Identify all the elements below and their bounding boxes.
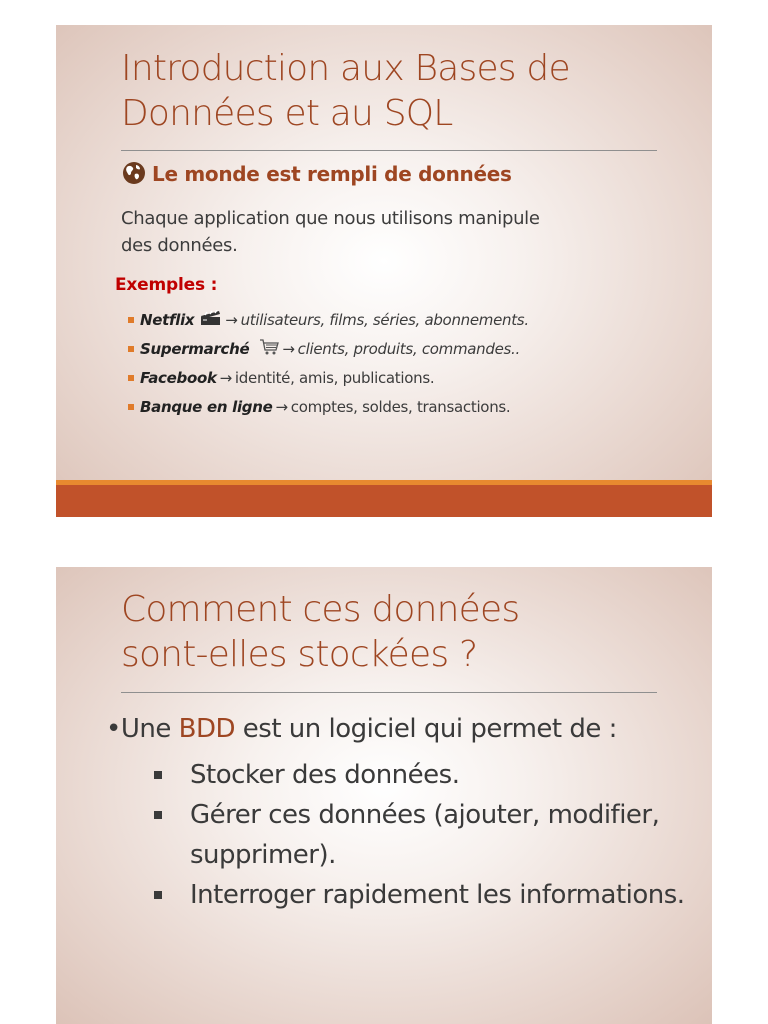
title-divider xyxy=(121,150,657,151)
bullet-square xyxy=(154,891,162,899)
slide-2-title-line2: sont-elles stockées ? xyxy=(121,634,478,675)
slide-1-title xyxy=(121,46,570,136)
slide-2-title-line1: Comment ces données xyxy=(121,589,520,630)
bullet-square xyxy=(128,317,134,323)
list-item-text: Gérer ces données (ajouter, modifier, supprimer). xyxy=(190,800,660,870)
examples-list xyxy=(128,305,529,421)
example-name: Banque en ligne xyxy=(140,397,273,416)
arrow: → xyxy=(219,368,232,387)
slide-1-subheading-text: Le monde est rempli de données xyxy=(152,162,512,186)
example-detail: identité, amis, publications. xyxy=(234,368,435,387)
list-item xyxy=(154,795,694,875)
bullet-square xyxy=(154,771,162,779)
intro-line2: des données. xyxy=(121,235,238,256)
slide-1-title-line1: Introduction aux Bases de xyxy=(121,48,570,89)
list-item xyxy=(154,875,694,915)
bullet-square xyxy=(128,346,134,352)
example-netflix xyxy=(128,305,529,334)
example-name: Netflix xyxy=(140,310,195,329)
slide-1-intro xyxy=(121,205,641,259)
slide-2-title xyxy=(121,587,519,677)
slide-2 xyxy=(56,567,712,1024)
intro-line1: Chaque application que nous utilisons manipule xyxy=(121,208,540,229)
capabilities-list xyxy=(154,755,694,915)
bullet-square xyxy=(154,811,162,819)
slide-2-lead xyxy=(106,714,617,744)
example-supermarche xyxy=(128,334,529,363)
bullet-square xyxy=(128,375,134,381)
example-name: Facebook xyxy=(140,368,217,387)
example-detail: clients, produits, commandes.. xyxy=(297,339,520,358)
example-detail: comptes, soldes, transactions. xyxy=(290,397,511,416)
example-name: Supermarché xyxy=(140,339,250,358)
title-divider xyxy=(121,692,657,693)
slide-1-subheading xyxy=(122,161,512,190)
lead-suffix: est un logiciel qui permet de : xyxy=(235,714,617,744)
examples-label: Exemples : xyxy=(115,275,218,295)
example-facebook xyxy=(128,363,529,392)
slide-1 xyxy=(56,25,712,517)
bullet-square xyxy=(128,404,134,410)
example-detail: utilisateurs, films, séries, abonnements. xyxy=(240,310,529,329)
arrow: → xyxy=(225,310,238,329)
slide-1-title-line2: Données et au SQL xyxy=(121,93,453,134)
lead-prefix: Une xyxy=(120,714,179,744)
footer-band xyxy=(56,485,712,517)
globe-icon xyxy=(122,161,146,190)
list-item xyxy=(154,755,694,795)
shopping-cart-icon xyxy=(259,339,279,359)
list-item-text: Interroger rapidement les informations. xyxy=(190,880,685,910)
lead-accent-bdd: BDD xyxy=(178,714,236,744)
list-item-text: Stocker des données. xyxy=(190,760,460,790)
example-banque xyxy=(128,392,529,421)
clapperboard-icon xyxy=(200,310,222,330)
arrow: → xyxy=(282,339,295,358)
arrow: → xyxy=(275,397,288,416)
lead-bullet: • xyxy=(106,714,121,744)
